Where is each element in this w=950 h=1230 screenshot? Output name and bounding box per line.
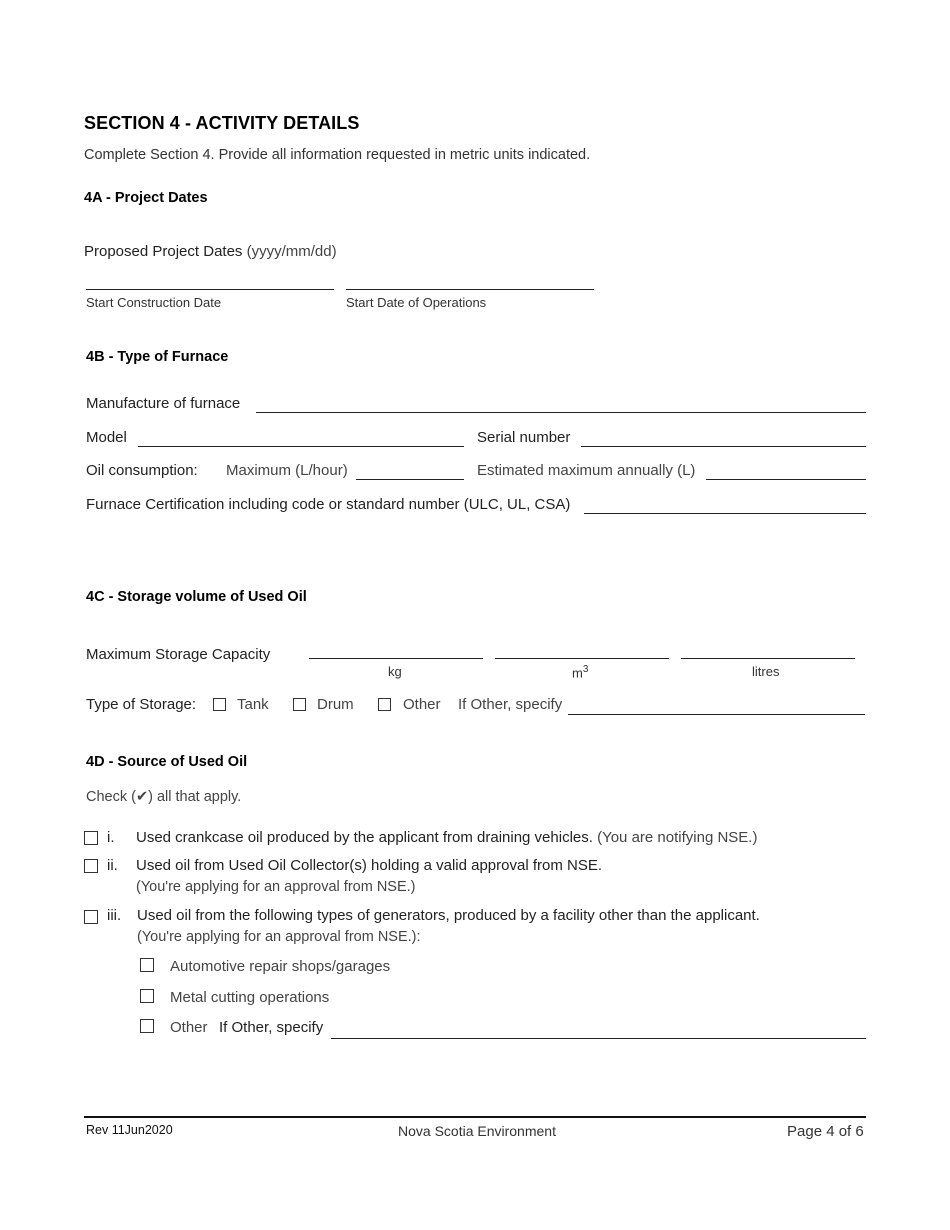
storage-tank-checkbox[interactable] bbox=[213, 698, 226, 711]
source-iii-num: iii. bbox=[107, 907, 122, 924]
source-i-text: Used crankcase oil produced by the applicant from draining vehicles. (You are notifying NSE.) bbox=[136, 829, 758, 846]
generator-metal-label: Metal cutting operations bbox=[170, 989, 330, 1006]
type-storage-label: Type of Storage: bbox=[86, 696, 197, 713]
storage-other-input-line[interactable] bbox=[568, 714, 865, 715]
certification-label: Furnace Certification including code or standard number (ULC, UL, CSA) bbox=[86, 496, 571, 513]
serial-input-line[interactable] bbox=[581, 446, 866, 447]
heading-4c: 4C - Storage volume of Used Oil bbox=[86, 589, 307, 605]
capacity-litres-input-line[interactable] bbox=[681, 658, 855, 659]
check-instruction: Check (✔) all that apply. bbox=[86, 789, 242, 805]
storage-drum-label: Drum bbox=[317, 696, 354, 713]
unit-kg: kg bbox=[388, 664, 402, 679]
model-label: Model bbox=[86, 429, 127, 446]
section-intro: Complete Section 4. Provide all information requested in metric units indicated. bbox=[84, 147, 591, 163]
manufacture-input-line[interactable] bbox=[256, 412, 866, 413]
start-operations-input-line[interactable] bbox=[346, 289, 594, 290]
generator-metal-checkbox[interactable] bbox=[140, 989, 154, 1003]
model-input-line[interactable] bbox=[138, 446, 464, 447]
generator-if-other-label: If Other, specify bbox=[219, 1019, 324, 1036]
manufacture-label: Manufacture of furnace bbox=[86, 395, 241, 412]
source-ii-num: ii. bbox=[107, 857, 118, 874]
source-iii-checkbox[interactable] bbox=[84, 910, 98, 924]
capacity-kg-input-line[interactable] bbox=[309, 658, 483, 659]
footer-revision: Rev 11Jun2020 bbox=[86, 1123, 173, 1137]
certification-input-line[interactable] bbox=[584, 513, 866, 514]
start-construction-label: Start Construction Date bbox=[86, 295, 222, 310]
max-lhour-input-line[interactable] bbox=[356, 479, 464, 480]
generator-repair-label: Automotive repair shops/garages bbox=[170, 958, 391, 975]
max-lhour-label: Maximum (L/hour) bbox=[226, 462, 348, 479]
footer-page-number: Page 4 of 6 bbox=[787, 1123, 864, 1140]
generator-other-input-line[interactable] bbox=[331, 1038, 866, 1039]
heading-4b: 4B - Type of Furnace bbox=[86, 349, 229, 365]
source-iii-note: (You're applying for an approval from NSE.): bbox=[137, 929, 421, 945]
section-title: SECTION 4 - ACTIVITY DETAILS bbox=[84, 113, 360, 133]
storage-other-label: Other bbox=[403, 696, 441, 713]
source-i-checkbox[interactable] bbox=[84, 831, 98, 845]
source-ii-note: (You're applying for an approval from NSE.) bbox=[136, 879, 416, 895]
proposed-dates-label: Proposed Project Dates (yyyy/mm/dd) bbox=[84, 243, 337, 260]
start-operations-label: Start Date of Operations bbox=[346, 295, 487, 310]
serial-label: Serial number bbox=[477, 429, 571, 446]
est-annual-input-line[interactable] bbox=[706, 479, 866, 480]
footer-organization: Nova Scotia Environment bbox=[398, 1123, 556, 1139]
source-ii-checkbox[interactable] bbox=[84, 859, 98, 873]
heading-4d: 4D - Source of Used Oil bbox=[86, 754, 248, 770]
capacity-m3-input-line[interactable] bbox=[495, 658, 669, 659]
max-capacity-label: Maximum Storage Capacity bbox=[86, 646, 271, 663]
footer-divider bbox=[84, 1116, 866, 1118]
generator-other-label: Other bbox=[170, 1019, 208, 1036]
source-ii-text: Used oil from Used Oil Collector(s) holding a valid approval from NSE. bbox=[136, 857, 603, 874]
generator-repair-checkbox[interactable] bbox=[140, 958, 154, 972]
generator-other-checkbox[interactable] bbox=[140, 1019, 154, 1033]
storage-drum-checkbox[interactable] bbox=[293, 698, 306, 711]
storage-other-checkbox[interactable] bbox=[378, 698, 391, 711]
oil-consumption-label: Oil consumption: bbox=[86, 462, 198, 479]
start-construction-input-line[interactable] bbox=[86, 289, 334, 290]
unit-m3: $m^3$ bbox=[572, 664, 589, 681]
source-iii-text: Used oil from the following types of generators, produced by a facility other than the applicant. bbox=[137, 907, 760, 924]
storage-if-other-label: If Other, specify bbox=[458, 696, 563, 713]
storage-tank-label: Tank bbox=[237, 696, 269, 713]
source-i-num: i. bbox=[107, 829, 115, 846]
est-annual-label: Estimated maximum annually (L) bbox=[477, 462, 696, 479]
heading-4a: 4A - Project Dates bbox=[84, 190, 208, 206]
unit-litres: litres bbox=[752, 664, 780, 679]
